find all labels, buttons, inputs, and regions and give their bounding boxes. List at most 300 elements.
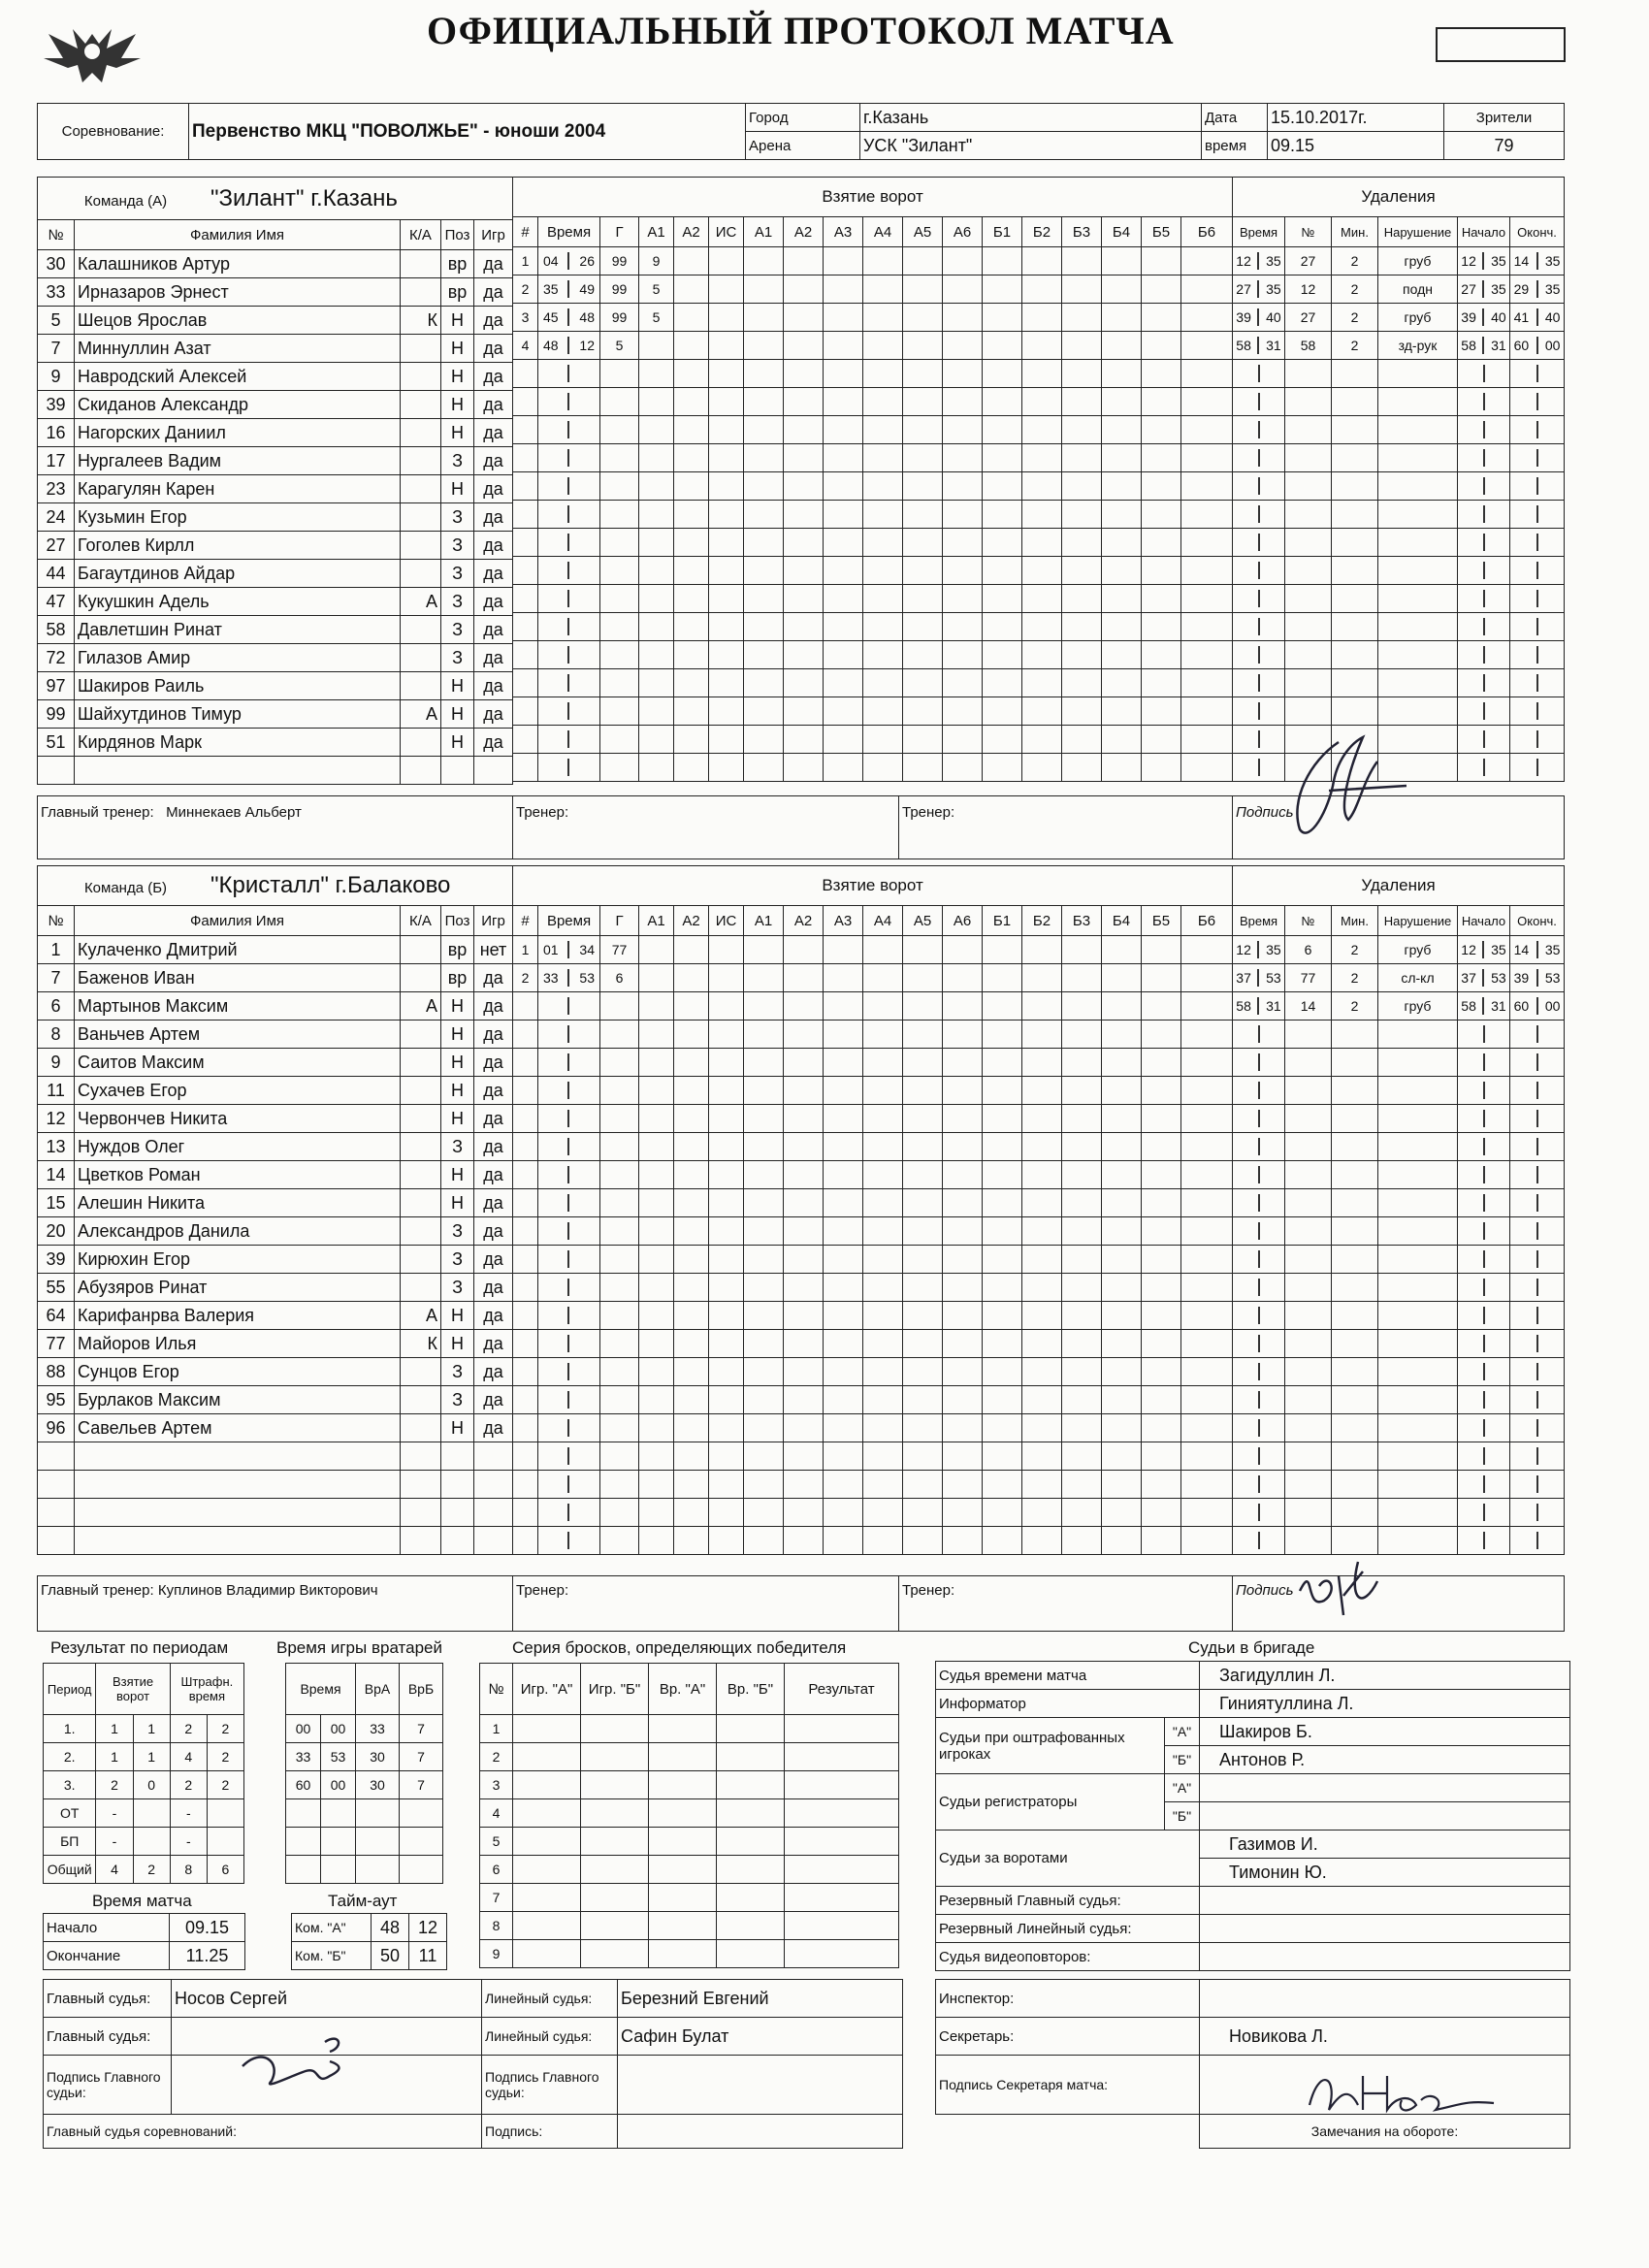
- penalty-time: [1233, 1442, 1285, 1471]
- goal-judge-2: Тимонин Ю.: [1200, 1859, 1570, 1887]
- goal-assist-1: [639, 1499, 674, 1527]
- goal-onice-cell: [744, 1133, 784, 1161]
- goal-assist-2: [674, 1386, 709, 1414]
- goal-row: [513, 1246, 1233, 1274]
- goal-onice-cell: [1142, 1133, 1181, 1161]
- penalty-player: [1285, 1358, 1332, 1386]
- player-position: З: [441, 644, 474, 672]
- goal-onice-cell: [983, 304, 1022, 332]
- penalty-minutes: [1332, 1499, 1378, 1527]
- player-name: Шайхутдинов Тимур: [75, 700, 401, 729]
- goal-scorer: 5: [600, 332, 639, 360]
- goal-onice-cell: [983, 1442, 1022, 1471]
- team-b-signature: [1280, 1542, 1397, 1630]
- player-position: Н: [441, 391, 474, 419]
- penalty-infraction: сл-кл: [1378, 964, 1458, 992]
- player-number: 24: [38, 503, 75, 532]
- player-position: Н: [441, 1161, 474, 1189]
- goal-onice-cell: [1142, 585, 1181, 613]
- goal-onice-cell: [1022, 726, 1062, 754]
- goal-onice-cell: [903, 1471, 943, 1499]
- player-position: Н: [441, 307, 474, 335]
- period-row: [44, 1743, 244, 1771]
- penalty-start: [1458, 247, 1510, 275]
- goal-onice-cell: [1181, 444, 1233, 472]
- player-name: Цветков Роман: [75, 1161, 401, 1189]
- registrar-b-tag: "Б": [1165, 1802, 1200, 1831]
- goal-onice-cell: [744, 1021, 784, 1049]
- goal-number: [513, 1049, 538, 1077]
- player-position: З: [441, 1246, 474, 1274]
- penalty-player: [1285, 1330, 1332, 1358]
- penalty-minutes: [1332, 585, 1378, 613]
- goal-onice-cell: [1142, 501, 1181, 529]
- goal-time: [538, 1499, 600, 1527]
- goal-onice-cell: [1142, 388, 1181, 416]
- goal-onice-cell: [983, 1049, 1022, 1077]
- goal-onice-cell: [824, 472, 863, 501]
- goal-onice-cell: [1142, 332, 1181, 360]
- goal-number: [513, 669, 538, 697]
- goal-onice-cell: [863, 1246, 903, 1274]
- goal-row: [513, 641, 1233, 669]
- goal-col-header: А1: [744, 906, 784, 936]
- penalty-row: [1233, 1105, 1565, 1133]
- goal-onice-cell: [1142, 936, 1181, 964]
- penalty-start: [1458, 1302, 1510, 1330]
- goal-onice-cell: [943, 1105, 983, 1133]
- team-b-roster: [37, 865, 513, 1555]
- penalty-start-sec: 35: [1491, 253, 1506, 269]
- penalty-end-sec: 00: [1544, 998, 1561, 1014]
- penalty-time: [1233, 557, 1285, 585]
- goal-assist-2: [674, 1358, 709, 1386]
- period-name: 1.: [44, 1715, 96, 1743]
- player-name: Кирюхин Егор: [75, 1246, 401, 1274]
- period-row: [44, 1828, 244, 1856]
- goal-time: [538, 669, 600, 697]
- reserve-line-label: Резервный Линейный судья:: [936, 1915, 1200, 1943]
- goalie-b: 7: [400, 1715, 443, 1743]
- goal-onice-cell: [1022, 501, 1062, 529]
- player-name: Миннуллин Азат: [75, 335, 401, 363]
- goal-onice-cell: [784, 1161, 824, 1189]
- goal-row: [513, 754, 1233, 782]
- goal-onice-cell: [1102, 1330, 1142, 1358]
- goal-onice-cell: [1181, 501, 1233, 529]
- period-pen-a: 4: [170, 1743, 207, 1771]
- goal-onice-cell: [903, 1527, 943, 1555]
- goal-onice-cell: [744, 388, 784, 416]
- penalty-row: [1233, 1189, 1565, 1217]
- goal-row: [513, 669, 1233, 697]
- goal-number: [513, 1414, 538, 1442]
- penalty-start: [1458, 992, 1510, 1021]
- penalty-time-min: 12: [1236, 253, 1251, 269]
- player-position: Н: [441, 729, 474, 757]
- player-number: 47: [38, 588, 75, 616]
- goal-number: [513, 1527, 538, 1555]
- goal-assist-1: [639, 992, 674, 1021]
- penalty-start: [1458, 1049, 1510, 1077]
- penalty-start-sec: 35: [1491, 942, 1506, 957]
- goal-number: [513, 444, 538, 472]
- goal-onice-cell: [1102, 1499, 1142, 1527]
- goal-assist-2: [674, 697, 709, 726]
- table-row: [38, 964, 513, 992]
- table-row: [38, 475, 513, 503]
- goal-assist-2: [674, 726, 709, 754]
- player-position: З: [441, 503, 474, 532]
- goalie-second: 00: [321, 1715, 356, 1743]
- goal-onice-cell: [983, 1330, 1022, 1358]
- penalty-row: [1233, 416, 1565, 444]
- goal-onice-cell: [943, 275, 983, 304]
- goal-col-header: Г: [600, 906, 639, 936]
- goal-onice-cell: [709, 669, 744, 697]
- goal-number: 2: [513, 275, 538, 304]
- match-start-value: 09.15: [170, 1914, 245, 1942]
- penalty-row: [1233, 1499, 1565, 1527]
- goal-onice-cell: [824, 1471, 863, 1499]
- penalty-time: [1233, 697, 1285, 726]
- goal-onice-cell: [1181, 360, 1233, 388]
- player-captain: [401, 278, 441, 307]
- goal-onice-cell: [943, 444, 983, 472]
- penalty-start: [1458, 1274, 1510, 1302]
- main-referee-sign-2: [618, 2056, 903, 2115]
- player-number: 8: [38, 1021, 75, 1049]
- player-name: Сунцов Егор: [75, 1358, 401, 1386]
- table-row: [38, 700, 513, 729]
- goal-onice-cell: [943, 1246, 983, 1274]
- goal-onice-cell: [943, 360, 983, 388]
- goal-number: [513, 472, 538, 501]
- period-row: [44, 1771, 244, 1799]
- player-number: 33: [38, 278, 75, 307]
- goal-onice-cell: [943, 1274, 983, 1302]
- goal-onice-cell: [1062, 936, 1102, 964]
- registrar-b: [1200, 1802, 1570, 1831]
- goal-onice-cell: [903, 585, 943, 613]
- goal-onice-cell: [744, 754, 784, 782]
- table-row: [38, 588, 513, 616]
- goal-onice-cell: [1142, 472, 1181, 501]
- goal-second: 49: [579, 281, 595, 297]
- goal-assist-2: [674, 332, 709, 360]
- goal-onice-cell: [1181, 1049, 1233, 1077]
- goal-assist-2: [674, 304, 709, 332]
- penalty-player: [1285, 1021, 1332, 1049]
- goal-assist-1: [639, 1358, 674, 1386]
- goal-onice-cell: [943, 1442, 983, 1471]
- goal-onice-cell: [1142, 641, 1181, 669]
- player-played: [474, 757, 513, 785]
- goal-onice-cell: [1062, 964, 1102, 992]
- penalty-time-sec: 35: [1266, 253, 1281, 269]
- player-position: Н: [441, 335, 474, 363]
- goal-onice-cell: [744, 304, 784, 332]
- goal-scorer: [600, 444, 639, 472]
- goal-onice-cell: [1022, 1189, 1062, 1217]
- goal-onice-cell: [943, 247, 983, 275]
- penalty-time: [1233, 1499, 1285, 1527]
- player-captain: [401, 757, 441, 785]
- goalie-minute: 33: [286, 1743, 321, 1771]
- goal-onice-cell: [903, 472, 943, 501]
- penalty-time: [1233, 1246, 1285, 1274]
- penalty-minutes: [1332, 360, 1378, 388]
- penalty-infraction: груб: [1378, 992, 1458, 1021]
- table-row: [38, 1527, 513, 1555]
- goal-onice-cell: [1181, 1386, 1233, 1414]
- penalty-time-min: 58: [1236, 338, 1251, 353]
- goal-onice-cell: [863, 726, 903, 754]
- penalty-start: [1458, 613, 1510, 641]
- goal-onice-cell: [1022, 697, 1062, 726]
- goal-onice-cell: [863, 1527, 903, 1555]
- player-number: 99: [38, 700, 75, 729]
- timeout-title: Тайм-аут: [328, 1892, 398, 1910]
- shootout-number: 9: [480, 1940, 513, 1968]
- goal-onice-cell: [943, 964, 983, 992]
- goal-row: [513, 557, 1233, 585]
- table-row: [38, 1386, 513, 1414]
- goal-onice-cell: [903, 1330, 943, 1358]
- goal-scorer: [600, 1302, 639, 1330]
- goal-onice-cell: [1142, 275, 1181, 304]
- goal-number: [513, 360, 538, 388]
- goal-onice-cell: [709, 1527, 744, 1555]
- player-number: 96: [38, 1414, 75, 1442]
- goals-title-a: Взятие ворот: [513, 178, 1233, 217]
- penalty-time: [1233, 472, 1285, 501]
- goal-onice-cell: [1142, 416, 1181, 444]
- goal-onice-cell: [903, 1274, 943, 1302]
- shootout-cell: [717, 1771, 785, 1799]
- penalty-infraction: [1378, 1358, 1458, 1386]
- penalty-end: [1510, 1302, 1565, 1330]
- goal-onice-cell: [744, 332, 784, 360]
- goal-scorer: [600, 1077, 639, 1105]
- goal-assist-2: [674, 1133, 709, 1161]
- goal-onice-cell: [903, 360, 943, 388]
- team-b-coach: Главный тренер: Куплинов Владимир Викторович: [38, 1576, 513, 1632]
- shootout-header: Вр. "Б": [717, 1664, 785, 1715]
- goal-onice-cell: [983, 1499, 1022, 1527]
- penalty-col-header: Оконч.: [1510, 217, 1565, 247]
- goal-time: [538, 1077, 600, 1105]
- goal-onice-cell: [744, 529, 784, 557]
- goal-onice-cell: [1102, 1302, 1142, 1330]
- penalty-start: [1458, 585, 1510, 613]
- penalty-row: [1233, 1217, 1565, 1246]
- goal-number: [513, 613, 538, 641]
- goal-number: 2: [513, 964, 538, 992]
- goal-onice-cell: [863, 1274, 903, 1302]
- goal-onice-cell: [1102, 444, 1142, 472]
- penalty-player: [1285, 1217, 1332, 1246]
- goalies-table: [285, 1663, 443, 1884]
- goal-onice-cell: [1181, 1133, 1233, 1161]
- shootout-cell: [717, 1715, 785, 1743]
- goal-onice-cell: [784, 936, 824, 964]
- penalty-time: [1233, 1189, 1285, 1217]
- goal-onice-cell: [943, 754, 983, 782]
- goal-onice-cell: [943, 1499, 983, 1527]
- goal-number: [513, 1471, 538, 1499]
- goal-onice-cell: [1142, 360, 1181, 388]
- player-position: вр: [441, 936, 474, 964]
- goal-onice-cell: [824, 1414, 863, 1442]
- goal-onice-cell: [1022, 1161, 1062, 1189]
- penalty-end-sec: 35: [1544, 253, 1561, 269]
- player-position: [441, 757, 474, 785]
- goal-time: [538, 1133, 600, 1161]
- goal-time: [538, 529, 600, 557]
- player-captain: [401, 1471, 441, 1499]
- goal-onice-cell: [983, 754, 1022, 782]
- penalty-start-min: 39: [1461, 309, 1476, 325]
- goal-onice-cell: [1181, 1217, 1233, 1246]
- penalty-infraction: [1378, 585, 1458, 613]
- goalie-a: [356, 1856, 400, 1884]
- penalty-col-header: Начало: [1458, 906, 1510, 936]
- penalty-start: [1458, 936, 1510, 964]
- goal-time: [538, 247, 600, 275]
- goal-number: [513, 1133, 538, 1161]
- goal-onice-cell: [1102, 992, 1142, 1021]
- player-name: [75, 1527, 401, 1555]
- penalties-title-a: Удаления: [1233, 178, 1565, 217]
- goal-onice-cell: [863, 641, 903, 669]
- goal-onice-cell: [1062, 1274, 1102, 1302]
- player-name: Нуждов Олег: [75, 1133, 401, 1161]
- player-captain: А: [401, 1302, 441, 1330]
- periods-header-goals: Взятие ворот: [96, 1664, 170, 1715]
- player-played: да: [474, 419, 513, 447]
- goal-time: [538, 1105, 600, 1133]
- penalty-infraction: [1378, 1471, 1458, 1499]
- player-captain: [401, 1527, 441, 1555]
- goal-assist-2: [674, 964, 709, 992]
- table-row: [38, 1358, 513, 1386]
- penalty-player: 14: [1285, 992, 1332, 1021]
- goal-onice-cell: [1022, 1049, 1062, 1077]
- goal-onice-cell: [903, 388, 943, 416]
- player-captain: К: [401, 307, 441, 335]
- goal-row: [513, 964, 1233, 992]
- player-number: [38, 1442, 75, 1471]
- table-row: [38, 307, 513, 335]
- goal-onice-cell: [1102, 557, 1142, 585]
- goal-onice-cell: [983, 1386, 1022, 1414]
- goal-onice-cell: [1062, 726, 1102, 754]
- penalty-minutes: [1332, 1414, 1378, 1442]
- player-captain: [401, 672, 441, 700]
- goal-onice-cell: [744, 1471, 784, 1499]
- player-name: [75, 1442, 401, 1471]
- player-number: 77: [38, 1330, 75, 1358]
- table-row: [38, 616, 513, 644]
- goal-onice-cell: [709, 613, 744, 641]
- goal-onice-cell: [943, 1077, 983, 1105]
- penalty-minutes: [1332, 529, 1378, 557]
- goal-number: [513, 1246, 538, 1274]
- goal-onice-cell: [1062, 1499, 1102, 1527]
- penalty-infraction: [1378, 1217, 1458, 1246]
- goal-onice-cell: [744, 444, 784, 472]
- penalty-player: [1285, 360, 1332, 388]
- goal-col-header: Время: [538, 217, 600, 247]
- goal-col-header: Б4: [1102, 906, 1142, 936]
- penalty-player: 58: [1285, 332, 1332, 360]
- goalie-row: [286, 1799, 443, 1828]
- goal-col-header: #: [513, 906, 538, 936]
- team-b-section: [37, 865, 1564, 1583]
- period-name: 3.: [44, 1771, 96, 1799]
- col-pos: Поз: [441, 220, 474, 250]
- penalty-infraction: [1378, 697, 1458, 726]
- goal-onice-cell: [709, 1274, 744, 1302]
- goal-onice-cell: [709, 1471, 744, 1499]
- player-number: 14: [38, 1161, 75, 1189]
- penalty-time: [1233, 1105, 1285, 1133]
- player-number: 5: [38, 307, 75, 335]
- goal-time: [538, 992, 600, 1021]
- goal-assist-2: [674, 247, 709, 275]
- penalty-judge-b-tag: "Б": [1165, 1746, 1200, 1774]
- goal-onice-cell: [824, 936, 863, 964]
- player-number: 39: [38, 1246, 75, 1274]
- goal-onice-cell: [824, 613, 863, 641]
- penalty-minutes: 2: [1332, 936, 1378, 964]
- penalty-time-sec: 35: [1266, 942, 1281, 957]
- goal-onice-cell: [1062, 388, 1102, 416]
- goal-scorer: [600, 697, 639, 726]
- goal-scorer: [600, 1499, 639, 1527]
- goal-onice-cell: [784, 1471, 824, 1499]
- goal-onice-cell: [1062, 1330, 1102, 1358]
- player-captain: [401, 1499, 441, 1527]
- goal-onice-cell: [863, 1189, 903, 1217]
- table-row: [38, 419, 513, 447]
- goal-scorer: [600, 1105, 639, 1133]
- goal-time: [538, 1021, 600, 1049]
- goal-assist-1: [639, 332, 674, 360]
- player-captain: [401, 1442, 441, 1471]
- goal-onice-cell: [903, 1358, 943, 1386]
- goal-assist-2: [674, 1105, 709, 1133]
- goal-onice-cell: [1181, 1021, 1233, 1049]
- penalty-player: [1285, 1161, 1332, 1189]
- penalty-row: [1233, 936, 1565, 964]
- goal-onice-cell: [709, 1105, 744, 1133]
- goal-onice-cell: [709, 304, 744, 332]
- goal-onice-cell: [1181, 332, 1233, 360]
- goal-onice-cell: [709, 501, 744, 529]
- goal-onice-cell: [1102, 669, 1142, 697]
- goal-onice-cell: [784, 585, 824, 613]
- penalty-col-header: №: [1285, 217, 1332, 247]
- goal-scorer: [600, 1358, 639, 1386]
- goal-assist-2: [674, 501, 709, 529]
- penalty-start: [1458, 641, 1510, 669]
- penalty-start: [1458, 1499, 1510, 1527]
- goal-col-header: Б6: [1181, 217, 1233, 247]
- officials-table: [935, 1661, 1570, 1971]
- goal-assist-1: [639, 360, 674, 388]
